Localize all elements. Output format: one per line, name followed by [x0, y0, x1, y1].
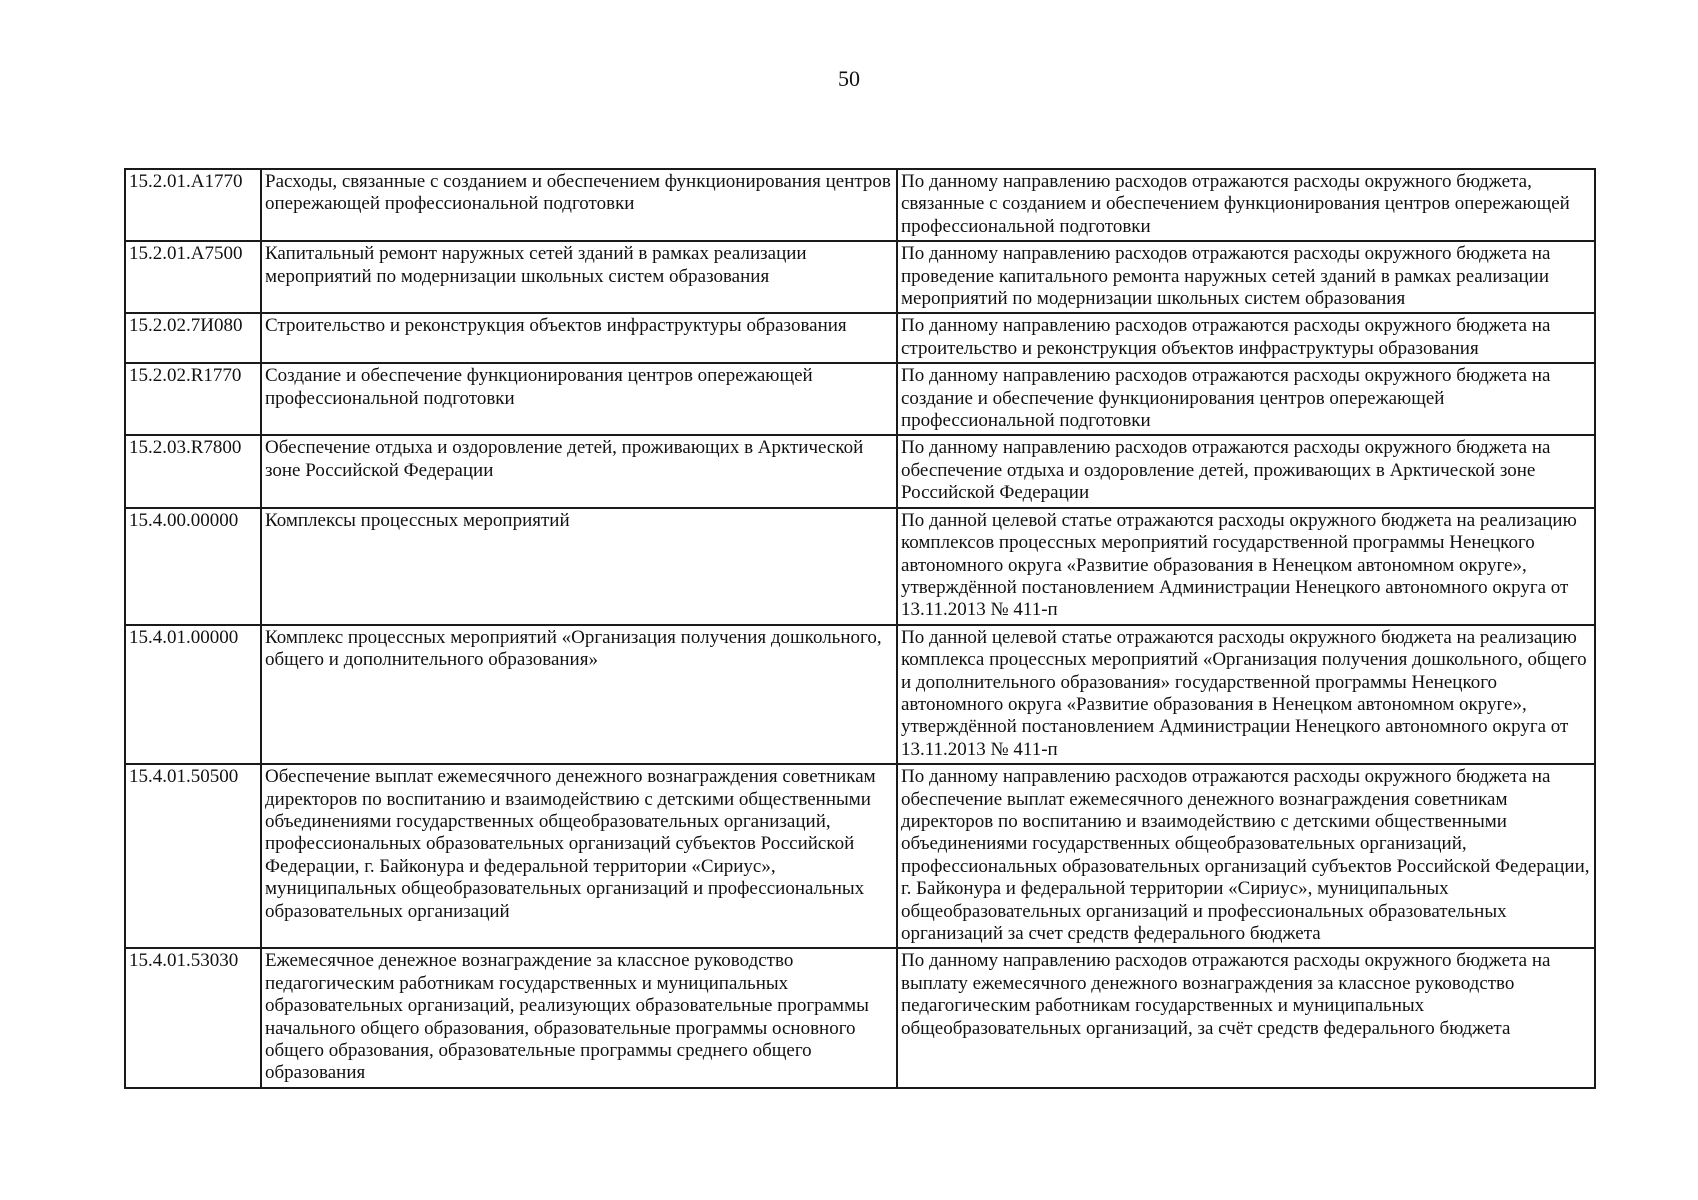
- target-code: 15.4.01.50500: [125, 764, 261, 948]
- expense-description: По данному направлению расходов отражаются расходы окружного бюджета на выплату ежемесячного денежного вознаграждения за классное руководство педагогическим работникам государственных и муниципальных общеобразовательных организаций, за счёт средств федерального бюджета: [897, 948, 1595, 1087]
- target-code: 15.2.03.R7800: [125, 435, 261, 507]
- expense-description: По данному направлению расходов отражаются расходы окружного бюджета на создание и обеспечение функционирования центров опережающей профессиональной подготовки: [897, 363, 1595, 435]
- table-row: [125, 625, 1595, 764]
- page-number: 50: [838, 66, 860, 91]
- expense-name: Расходы, связанные с созданием и обеспечением функционирования центров опережающей профессиональной подготовки: [261, 169, 897, 241]
- target-code: 15.2.01.A7500: [125, 241, 261, 313]
- expense-description: По данной целевой статье отражаются расходы окружного бюджета на реализацию комплексов процессных мероприятий государственной программы Ненецкого автономного округа «Развитие образования в Ненецком автономном округе», утверждённой постановлением Администрации Ненецкого автономного округа от 13.11.2013 № 411-п: [897, 508, 1595, 625]
- target-code: 15.4.01.00000: [125, 625, 261, 764]
- table-row: [125, 435, 1595, 507]
- table-row: [125, 169, 1595, 241]
- target-code: 15.2.02.7И080: [125, 313, 261, 363]
- budget-classification-table: [124, 168, 1596, 1089]
- target-code: 15.2.01.A1770: [125, 169, 261, 241]
- table-row: [125, 764, 1595, 948]
- expense-name: Строительство и реконструкция объектов инфраструктуры образования: [261, 313, 897, 363]
- table-row: [125, 948, 1595, 1087]
- target-code: 15.4.00.00000: [125, 508, 261, 625]
- expense-name: Комплексы процессных мероприятий: [261, 508, 897, 625]
- table-row: [125, 508, 1595, 625]
- expense-description: По данному направлению расходов отражаются расходы окружного бюджета на строительство и реконструкция объектов инфраструктуры образования: [897, 313, 1595, 363]
- expense-name: Комплекс процессных мероприятий «Организация получения дошкольного, общего и дополнительного образования»: [261, 625, 897, 764]
- expense-description: По данному направлению расходов отражаются расходы окружного бюджета, связанные с созданием и обеспечением функционирования центров опережающей профессиональной подготовки: [897, 169, 1595, 241]
- target-code: 15.4.01.53030: [125, 948, 261, 1087]
- expense-name: Капитальный ремонт наружных сетей зданий в рамках реализации мероприятий по модернизации школьных систем образования: [261, 241, 897, 313]
- expense-name: Обеспечение отдыха и оздоровление детей, проживающих в Арктической зоне Российской Федерации: [261, 435, 897, 507]
- expense-name: Ежемесячное денежное вознаграждение за классное руководство педагогическим работникам государственных и муниципальных образовательных организаций, реализующих образовательные программы начального общего образования, образовательные программы основного общего образования, образовательные программы среднего общего образования: [261, 948, 897, 1087]
- expense-description: По данной целевой статье отражаются расходы окружного бюджета на реализацию комплекса процессных мероприятий «Организация получения дошкольного, общего и дополнительного образования» государственной программы Ненецкого автономного округа «Развитие образования в Ненецком автономном округе», утверждённой постановлением Администрации Ненецкого автономного округа от 13.11.2013 № 411-п: [897, 625, 1595, 764]
- expense-description: По данному направлению расходов отражаются расходы окружного бюджета на обеспечение выплат ежемесячного денежного вознаграждения советникам директоров по воспитанию и взаимодействию с детскими общественными объединениями государственных общеобразовательных организаций, профессиональных образовательных организаций субъектов Российской Федерации, г. Байконура и федеральной территории «Сириус», муниципальных общеобразовательных организаций и профессиональных образовательных организаций за счет средств федерального бюджета: [897, 764, 1595, 948]
- table-row: [125, 313, 1595, 363]
- table-row: [125, 241, 1595, 313]
- expense-name: Создание и обеспечение функционирования центров опережающей профессиональной подготовки: [261, 363, 897, 435]
- expense-description: По данному направлению расходов отражаются расходы окружного бюджета на обеспечение отдыха и оздоровление детей, проживающих в Арктической зоне Российской Федерации: [897, 435, 1595, 507]
- table-row: [125, 363, 1595, 435]
- target-code: 15.2.02.R1770: [125, 363, 261, 435]
- expense-description: По данному направлению расходов отражаются расходы окружного бюджета на проведение капитального ремонта наружных сетей зданий в рамках реализации мероприятий по модернизации школьных систем образования: [897, 241, 1595, 313]
- expense-name: Обеспечение выплат ежемесячного денежного вознаграждения советникам директоров по воспитанию и взаимодействию с детскими общественными объединениями государственных общеобразовательных организаций, профессиональных образовательных организаций субъектов Российской Федерации, г. Байконура и федеральной территории «Сириус», муниципальных общеобразовательных организаций и профессиональных образовательных организаций: [261, 764, 897, 948]
